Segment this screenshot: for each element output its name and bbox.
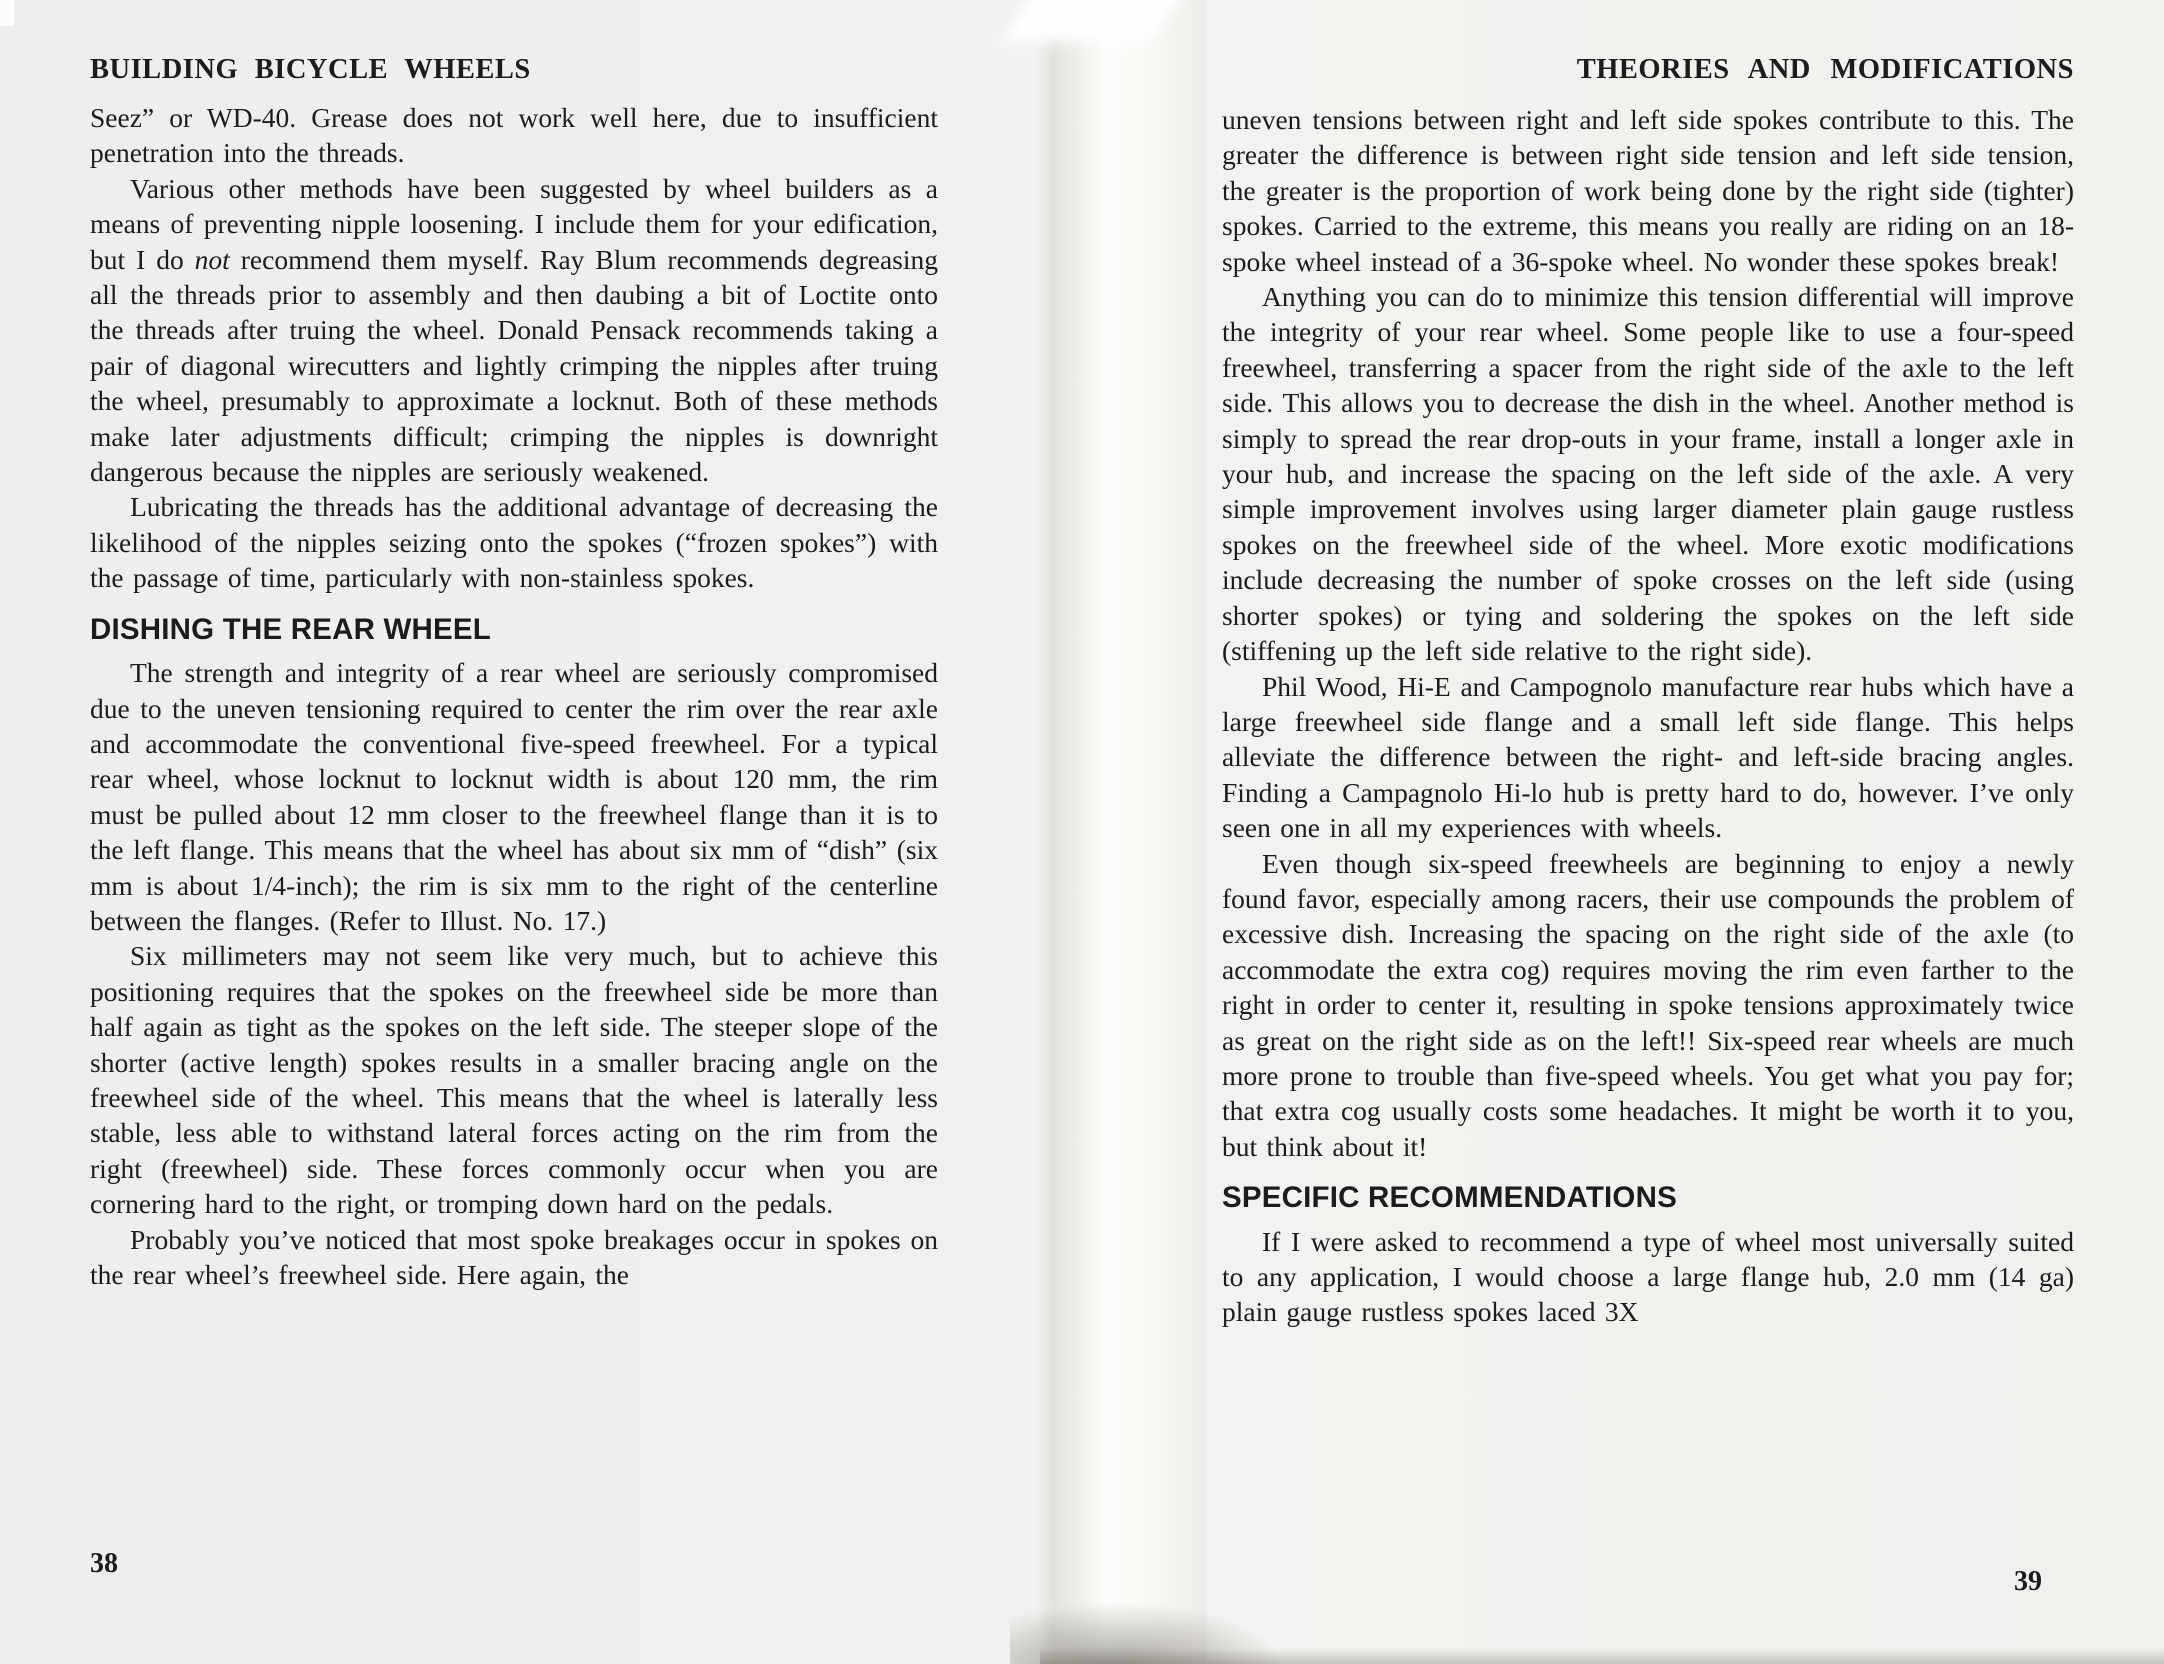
- left-running-head: BUILDING BICYCLE WHEELS: [90, 54, 531, 85]
- text-run: Lubricating the threads has the additional advantage of decreasing the likelihood of the nipples seizing onto the spokes (“frozen spokes”) with the passage of time, particularly with non-stainless spokes.: [90, 491, 938, 594]
- paragraph: [1222, 1224, 2074, 1330]
- section-heading: DISHING THE REAR WHEEL: [90, 612, 492, 646]
- paragraph: [90, 100, 938, 171]
- paragraph: [1222, 669, 2074, 846]
- right-page-number: 39: [2014, 1566, 2042, 1597]
- text-run: Anything you can do to minimize this tension differential will improve the integrity of your rear wheel. Some people like to use a four-speed freewheel, transferring a spacer from the right side of the axle to the left side. This allows you to decrease the dish in the wheel. Another method is simply to spread the rear drop-outs in your frame, install a longer axle in your hub, and increase the spacing on the left side of the axle. A very simple improvement involves using larger diameter plain gauge rustless spokes on the freewheel side of the wheel. More exotic modifications include decreasing the number of spoke crosses on the left side (using shorter spokes) or tying and soldering the spokes on the left side (stiffening up the left side relative to the right side).: [1222, 281, 2074, 667]
- text-run: uneven tensions between right and left side spokes contribute to this. The greater the difference is between right side tension and left side tension, the greater is the proportion of work being done by the right side (tighter) spokes. Carried to the extreme, this means you really are riding on an 18-spoke wheel instead of a 36-spoke wheel. No wonder these spokes break!: [1222, 104, 2074, 277]
- paragraph: [90, 1222, 938, 1293]
- text-run: Seez” or WD-40. Grease does not work well here, due to insufficient penetration into the threads.: [90, 102, 938, 169]
- text-run: Six millimeters may not seem like very much, but to achieve this positioning requires that the spokes on the freewheel side be more than half again as tight as the spokes on the left side. The steeper slope of the shorter (active length) spokes results in a smaller bracing angle on the freewheel side of the wheel. This means that the wheel is laterally less stable, less able to withstand lateral forces acting on the rim from the right (freewheel) side. These forces commonly occur when you are cornering hard to the right, or tromping down hard on the pedals.: [90, 940, 938, 1220]
- corner-notch: [0, 0, 14, 26]
- page-bottom-edge: [1040, 1648, 2164, 1664]
- left-page-body: [90, 100, 938, 1292]
- left-page: [90, 54, 938, 1292]
- paragraph: [90, 655, 938, 938]
- text-run: recommend them myself. Ray Blum recommends degreasing all the threads prior to assembly and then daubing a bit of Loctite onto the threads after truing the wheel. Donald Pensack recommends taking a pair of diagonal wirecutters and lightly crimping the nipples after truing the wheel, presumably to approximate a locknut. Both of these methods make later adjustments difficult; crimping the nipples is downright dangerous because the nipples are seriously weakened.: [90, 243, 938, 488]
- text-run: If I were asked to recommend a type of wheel most universally suited to any application, I would choose a large flange hub, 2.0 mm (14 ga) plain gauge rustless spokes laced 3X: [1222, 1225, 2074, 1328]
- text-run: Phil Wood, Hi-E and Campognolo manufacture rear hubs which have a large freewheel side flange and a small left side flange. This helps alleviate the difference between the right- and left-side bracing angles. Finding a Campagnolo Hi-lo hub is pretty hard to do, however. I’ve only seen one in all my experiences with wheels.: [1222, 670, 2074, 844]
- book-gutter: [1036, 0, 1206, 1664]
- section-heading: SPECIFIC RECOMMENDATIONS: [1222, 1181, 1677, 1215]
- paragraph: [1222, 279, 2074, 668]
- italic-run: not: [194, 243, 230, 275]
- text-run: Probably you’ve noticed that most spoke breakages occur in spokes on the rear wheel’s freewheel side. Here again, the: [90, 1223, 938, 1290]
- paragraph: [90, 938, 938, 1221]
- paragraph: [90, 489, 938, 595]
- text-run: Various other methods have been suggested by wheel builders as a means of preventing nipple loosening. I include them for your edification, but I do: [90, 172, 938, 275]
- left-page-number: 38: [90, 1548, 118, 1579]
- right-page-body: [1222, 102, 2074, 1330]
- paragraph: [90, 171, 938, 490]
- right-page: [1222, 54, 2074, 1330]
- right-running-head: THEORIES AND MODIFICATIONS: [1576, 54, 2074, 85]
- text-run: Even though six-speed freewheels are beginning to enjoy a newly found favor, especially among racers, their use compounds the problem of excessive dish. Increasing the spacing on the right side of the axle (to accommodate the extra cog) requires moving the rim even farther to the right in order to center it, resulting in spoke tensions approximately twice as great on the right side as on the left!! Six-speed rear wheels are much more prone to trouble than five-speed wheels. You get what you pay for; that extra cog usually costs some headaches. It might be worth it to you, but think about it!: [1222, 847, 2074, 1162]
- text-run: The strength and integrity of a rear wheel are seriously compromised due to the uneven tensioning required to center the rim over the rear axle and accommodate the conventional five-speed freewheel. For a typical rear wheel, whose locknut to locknut width is about 120 mm, the rim must be pulled about 12 mm closer to the freewheel flange than it is to the left flange. This means that the wheel has about six mm of “dish” (six mm is about 1/4-inch); the rim is six mm to the right of the centerline between the flanges. (Refer to Illust. No. 17.): [90, 657, 938, 936]
- paragraph: [1222, 102, 2074, 279]
- paragraph: [1222, 846, 2074, 1165]
